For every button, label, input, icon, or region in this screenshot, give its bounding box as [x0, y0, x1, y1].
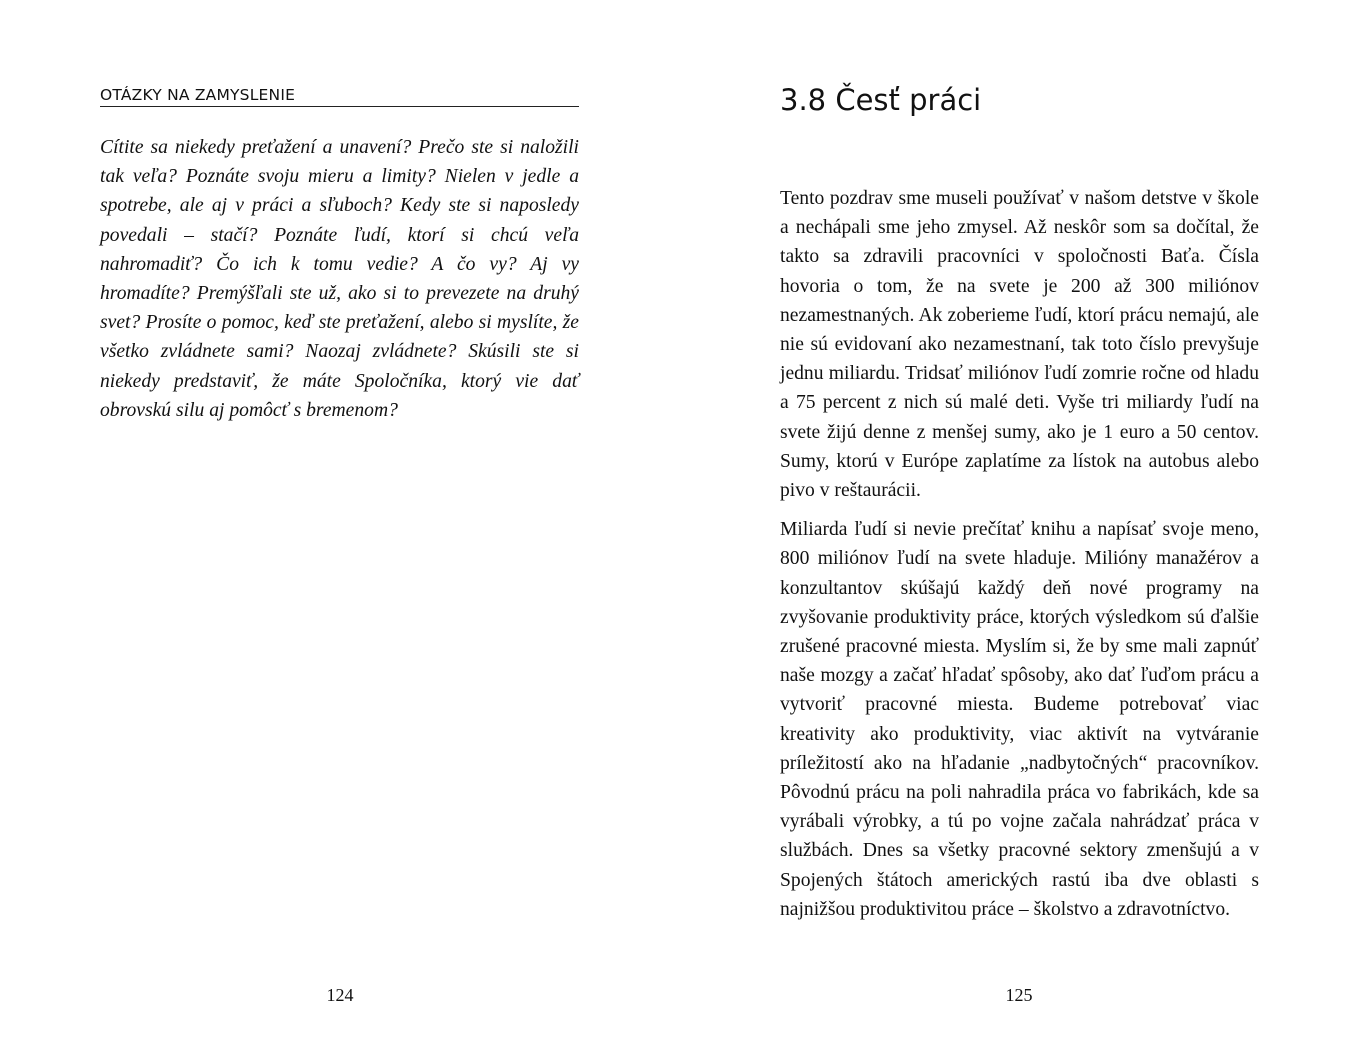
chapter-title: 3.8 Česť práci: [780, 83, 982, 117]
section-header: OTÁZKY NA ZAMYSLENIE: [100, 84, 579, 107]
paragraph-1: Tento pozdrav sme museli používať v našom detstve v škole a nechápali sme jeho zmysel. Až neskôr som sa dočítal, že takto sa zdravili pracovníci v spoločnosti Baťa. Čísla hovoria o tom, že na svete je 200 až 300 miliónov nezamestnaných. Ak zoberieme ľudí, ktorí prácu nemajú, ale nie sú evidovaní ako nezamestnaní, tak toto číslo prevyšuje jednu miliardu. Tridsať miliónov ľudí zomrie ročne od hladu a 75 percent z nich sú malé deti. Vyše tri miliardy ľudí na svete žijú denne z menšej sumy, ako je 1 euro a 50 centov. Sumy, ktorú v Európe zaplatíme za lístok na autobus alebo pivo v reštaurácii.: [780, 188, 1259, 502]
reflection-questions: Cítite sa niekedy preťažení a unavení? Prečo ste si naložili tak veľa? Poznáte svoju mieru a limity? Nielen v jedle a spotrebe, ale aj v práci a sľuboch? Kedy ste si naposledy povedali – stačí? Poznáte ľudí, ktorí si chcú veľa nahromadiť? Čo ich k tomu vedie? A čo vy? Aj vy hromadíte? Premýšľali ste už, ako si to prevezete na druhý svet? Prosíte o pomoc, keď ste preťažení, alebo si myslíte, že všetko zvládnete sami? Naozaj zvládnete? Skúsili ste si niekedy predstaviť, že máte Spoločníka, ktorý vie dať obrovskú silu aj pomôcť s bremenom?: [100, 137, 579, 421]
chapter-body: [780, 184, 1259, 934]
paragraph-2: Miliarda ľudí si nevie prečítať knihu a napísať svoje meno, 800 miliónov ľudí na svete hladuje. Milióny manažérov a konzultantov skúšajú každý deň nové programy na zvyšovanie produktivity práce, ktorých výsledkom sú ďalšie zrušené pracovné miesta. Myslím si, že by sme mali zapnúť naše mozgy a začať hľadať spôsoby, ako dať ľuďom prácu a vytvoriť pracovné miesta. Budeme potrebovať viac kreativity ako produktivity, viac aktivít na vytváranie príležitostí ako na hľadanie „nadbytočných“ pracovníkov. Pôvodnú prácu na poli nahradila práca vo fabrikách, kde sa vyrábali výrobky, a tú po vojne začala nahrádzať práca v službách. Dnes sa všetky pracovné sektory zmenšujú a v Spojených štátoch amerických rastú iba dve oblasti s najnižšou produktivitou práce – školstvo a zdravotníctvo.: [780, 519, 1259, 920]
right-page: [680, 0, 1359, 1063]
page-number-right: 125: [1005, 985, 1033, 1005]
page-number-left: 124: [326, 985, 354, 1005]
